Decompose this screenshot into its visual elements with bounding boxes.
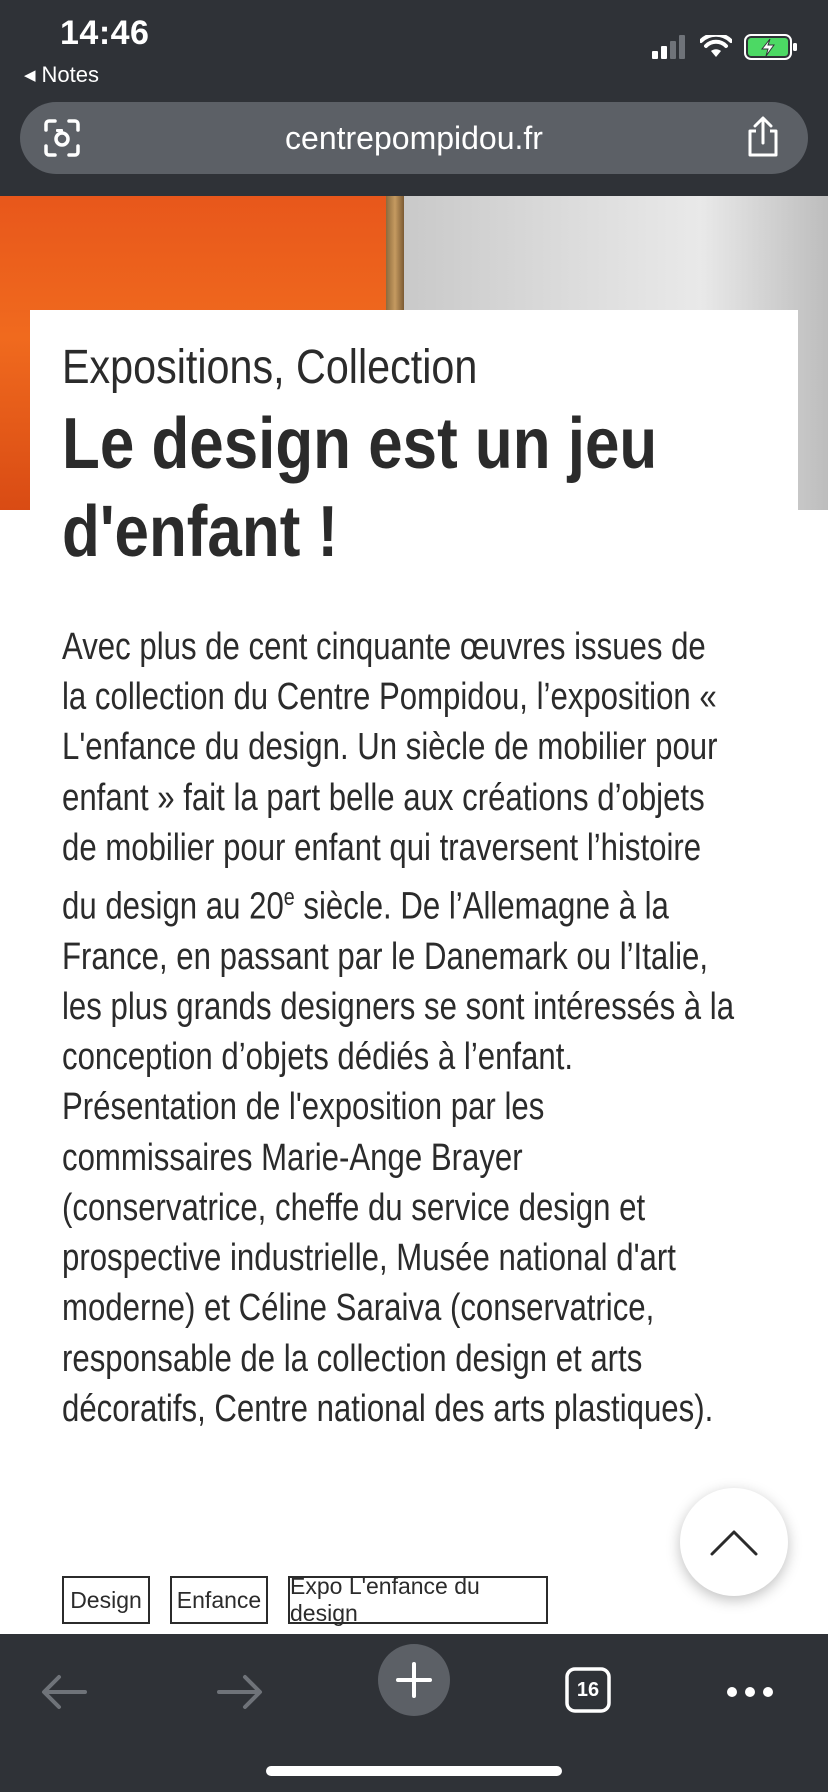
more-icon xyxy=(726,1686,774,1698)
tab-count: 16 xyxy=(576,1678,600,1701)
back-arrow-icon xyxy=(39,1672,89,1712)
tag-expo[interactable]: Expo L'enfance du design xyxy=(288,1576,548,1624)
article-body xyxy=(62,622,734,1434)
more-button[interactable] xyxy=(722,1664,778,1720)
url-text: centrepompidou.fr xyxy=(285,120,543,156)
plus-icon xyxy=(395,1661,433,1699)
browser-bottom-toolbar xyxy=(0,1634,828,1792)
article-category: Expositions, Collection xyxy=(62,341,478,394)
forward-arrow-icon xyxy=(215,1672,265,1712)
article-body-part-2: siècle. De l’Allemagne à la France, en passant par le Danemark ou l’Italie, les plus grands designers se sont intéressés à la conception d’objets dédiés à l’enfant. Présentation de l'exposition par les commissaires Marie-Ange Brayer (conservatrice, cheffe du service design et prospective industrielle, Musée national d'art moderne) et Céline Saraiva (conservatrice, responsable de la collection design et arts décoratifs, Centre national des arts plastiques). xyxy=(62,885,735,1430)
back-triangle-icon: ◀ xyxy=(24,67,36,84)
forward-button[interactable] xyxy=(212,1664,268,1720)
new-tab-button[interactable] xyxy=(378,1644,450,1716)
back-button[interactable] xyxy=(36,1664,92,1720)
address-bar[interactable] xyxy=(20,102,808,174)
status-icons xyxy=(652,34,798,60)
status-time: 14:46 xyxy=(60,14,150,52)
tag-enfance[interactable]: Enfance xyxy=(170,1576,268,1624)
wifi-icon xyxy=(700,35,732,59)
tabs-button[interactable] xyxy=(562,1664,614,1716)
back-app-label: Notes xyxy=(41,62,100,87)
tag-design[interactable]: Design xyxy=(62,1576,150,1624)
article-title: Le design est un jeu d'enfant ! xyxy=(62,404,658,572)
scroll-to-top-button[interactable] xyxy=(680,1488,788,1596)
signal-icon xyxy=(652,35,688,59)
chevron-up-icon xyxy=(709,1527,759,1557)
article-body-superscript: e xyxy=(283,884,295,912)
home-indicator[interactable] xyxy=(266,1766,562,1776)
share-icon[interactable] xyxy=(744,116,782,158)
article-body-part-1: Avec plus de cent cinquante œuvres issues de la collection du Centre Pompidou, l’exposition « L'enfance du design. Un siècle de mobilier pour enfant » fait la part belle aux créations d’objets de mobilier pour enfant qui traversent l’histoire du design au 20 xyxy=(62,626,718,928)
browser-top-bar xyxy=(0,0,828,196)
battery-icon xyxy=(744,34,798,60)
back-to-app-link[interactable] xyxy=(24,62,99,88)
